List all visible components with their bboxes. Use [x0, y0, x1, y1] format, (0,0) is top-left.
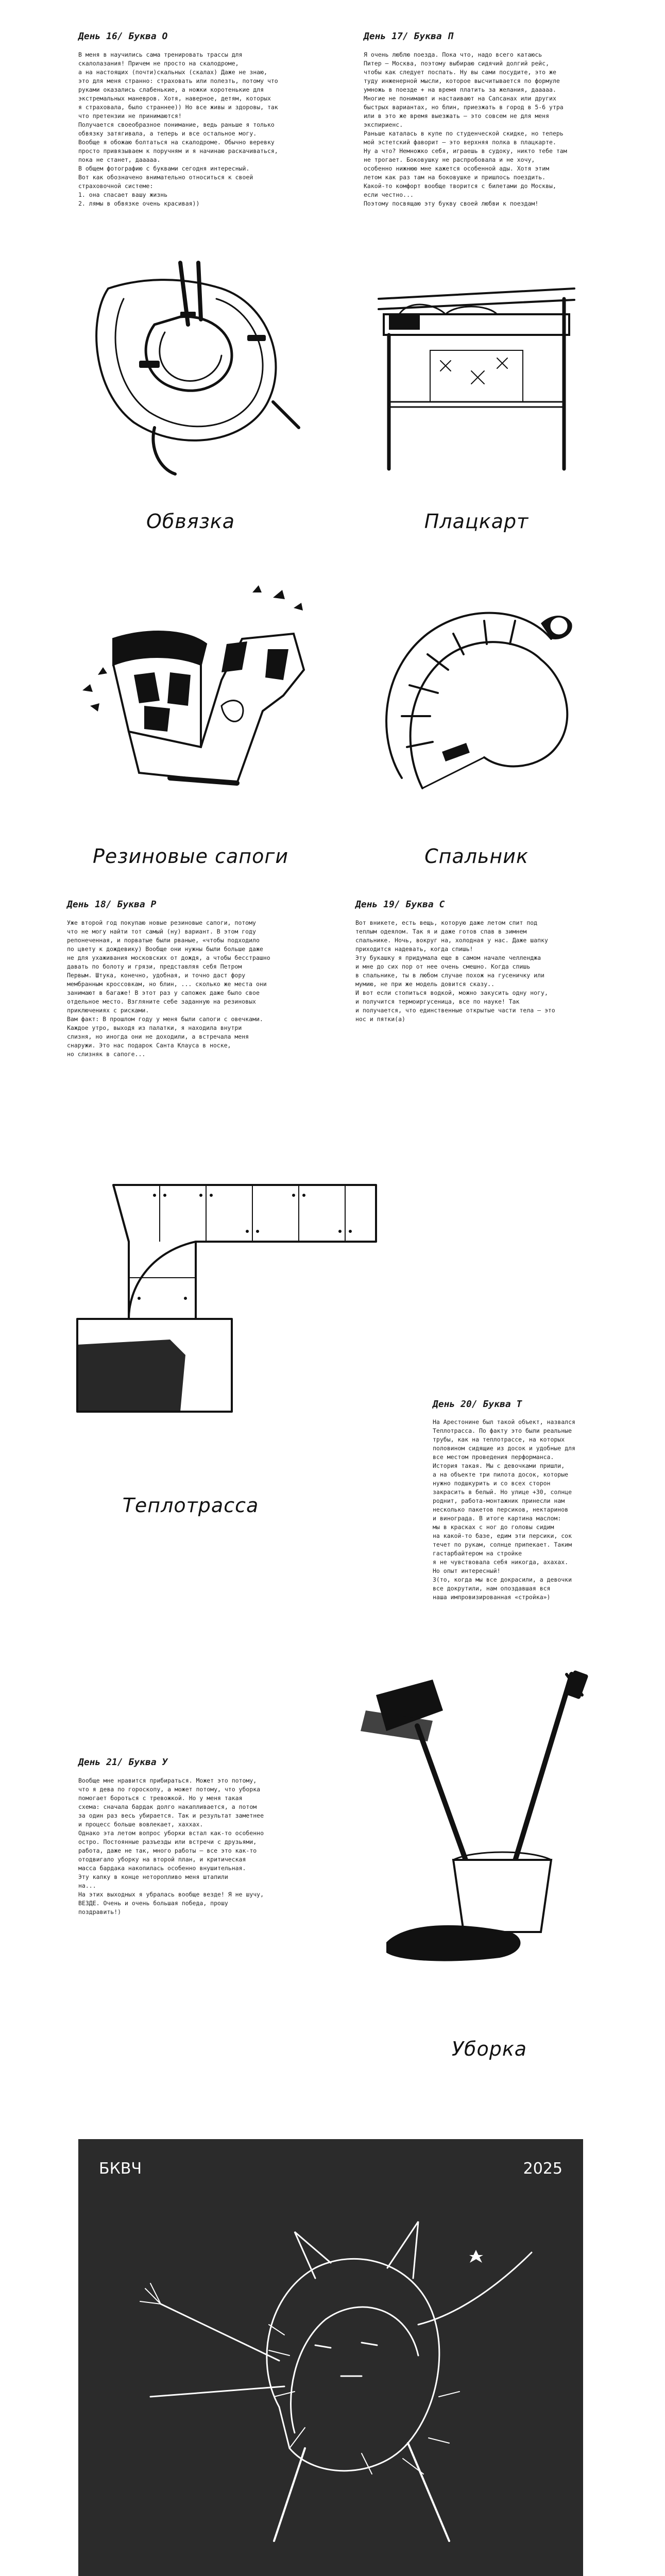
heating-pipe-illustration	[77, 1164, 386, 1432]
cat-figure-illustration	[99, 2191, 562, 2576]
day-18-text: Уже второй год покупаю новые резиновые сапоги, потому что не могу найти тот самый (ну) вариант. В этом году репонеченная, и порватые были рваные, «чтобы подходило по цвету к дождевику) Вообще они нужны были больше даже не для ухаживания московских от дождя, а чтобы бесстрашно давать по болоту и грязи, представляя себя Петром Первым. Штука, конечно, удобная, и точно даст фору мембранным кроссовкам, но блин, ... сколько же места они занимают в багаже! В этот раз у сапожек даже было свое отдельное место. Взгляните себе заданную на резиновых приключениях с рисками. Вам факт: В прошлом году у меня были сапоги с овечками. Каждое утро, выходя из палатки, я находила внутри слизня, но иногда они не доходили, а встречала меня снаружи. Это нас подарок Санта Клауса в носке, но слизняк в сапоге...	[67, 919, 270, 1058]
caption-heating-pipe: Теплотрасса	[122, 1494, 259, 1517]
caption-boots: Резиновые сапоги	[92, 845, 289, 868]
day-17-text: Я очень люблю поезда. Пока что, надо всего катаюсь Питер – Москва, поэтому выбираю сидячий долгий рейс, чтобы как следует поспать. Ну вы сами посудите, это же туду инженерной мысли, которое высчитывается по формуле умножь в поезде + на время платить за желания, дааааа. Многие не понимают и настаивают на Сапсанах или других быстрых вариантах, но блин, приезжать в город в 5-6 утра или в это же время выезжать – это совсем не для меня экспириенс. Раньше каталась в купе по студенческой скидке, но теперь мой эстетский фаворит – это верхняя полка в плацкарте. Ну а что? Немножко себя, играешь в судоку, никто тебе там не трогает. Боковушку не распробовала и не хочу, особенно нижнюю мне кажется особенной ады. Хотя этим летом как раз там на боковушке и пришлось поездить. Какой-то комфорт вообще творится с билетами до Москвы, если честно... Поэтому посвящаю эту букву своей любви к поездам!	[364, 51, 567, 207]
sleeping-bag-illustration	[371, 592, 592, 804]
day-18-title: День 18/ Буква Р	[67, 899, 157, 910]
day-21-text: Вообще мне нравится прибираться. Может это потому, что я дева по гороскопу, а может потому, что уборка помогает бороться с тревожкой. Но у меня такая схема: сначала бардак долго накапливается, а потом за один раз весь убирается. Так и результат заметнее и процесс больше вовлекает, хаххах. Однако эта летом вопрос уборки встал как-то особенно остро. Постоянные разъезды или встречи с друзьями, работа, даже не так, много работы – все это как-то отодвигало уборку на второй план, и критическая масса бардака накопилась особенно внушительная. Эту капку в конце неторопливо меня штапили на... На этих выходных я убралась вообще везде! Я не шучу, ВЕЗДЕ. Очень и очень большая победа, прошу поздравить!)	[78, 1777, 264, 1916]
day-21-title: День 21/ Буква У	[78, 1757, 168, 1768]
caption-harness: Обвязка	[146, 510, 235, 533]
train-berth-illustration	[368, 268, 585, 474]
day-19-title: День 19/ Буква С	[355, 899, 445, 910]
harness-illustration	[77, 258, 304, 479]
caption-sleeping-bag: Спальник	[424, 845, 528, 868]
day-16-text: В меня в научились сама тренировать трассы для скалолазания! Причем не просто на скалодроме, а на настоящих (почти)скальных (скалах) Даже не знаю, это для меня странно: страховать или полезть, потому что руками оказались слабенькие, а ножки коротенькие для экстремальных маневров. Хотя, наверное, детям, которых я страховала, было страннее)) Но все живы и здоровы, так что претензии не принимаются! Получается своеобразное понимание, ведь раньше я только обвязку затягивала, а теперь и все остальное могу. Вообще я обожаю болтаться на скалодроме. Обычно веревку просто привязываем к поручням и я начинаю раскачиваться, пока не станет, дааааа. В общем фотографию с буквами сегодня интересный. Вот как обозначено внимательно относиться к своей страховочной системе: 1. она спасает вашу жизнь 2. лямы в обвязке очень красивая))	[78, 51, 278, 207]
day-19-text: Вот вникете, есть вещь, которую даже летом спит под теплым одеялом. Так я и даже готов спав в зимнем спальнике. Ночь, вокруг на, холодная у нас. Даже шапку приходится надевать, когда спишь! Эту букашку я придумала еще в самом начале челленджа и мне до сих пор от нее очень смешно. Когда спишь в спальнике, ты в любом случае похож на гусеничку или мумию, не при же модель довится сказу.. И вот если стопиться водкой, можно закусить одну ногу, и получится термоиргусеница, все по науке! Так и получается, что единственные открытые части тела – это нос и пятки(а)	[355, 919, 555, 1023]
day-17-title: День 17/ Буква П	[364, 31, 453, 42]
day-16-title: День 16/ Буква О	[78, 31, 168, 42]
day-20-title: День 20/ Буква Т	[433, 1399, 522, 1410]
feature-card	[78, 2139, 583, 2576]
card-year: 2025	[523, 2160, 562, 2178]
caption-cleaning: Уборка	[451, 2038, 527, 2060]
day-20-text: На Арестонине был такой объект, назвался Теплотрасса. По факту это были реальные трубы, как на теплотрассе, на которых половином сидящие из досок и удобные для все местом проведения перформанса. История такая. Мы с девочками пришли, а на объекте три пилота досок, которые нужно подшкурить и со всех сторон закрасить в белый. Но улице +30, солнце роднит, работа-монтажник принесли нам несколько пакетов персиков, нектаринов и винограда. В итоге картина маслом: мы в красках с ног до головы сидим на какой-то базе, едим эти персики, сок течет по рукам, солнце припекает. Таким гастарбайтером на стройке я не чувствовала себя никогда, ахахах. Но опыт интересный! З(то, когда мы все докрасили, а девочки все докрутили, нам опоздавшая вся наша импровизированная «стройка»)	[433, 1418, 575, 1601]
card-brand: БКВЧ	[99, 2160, 142, 2178]
cleaning-illustration	[355, 1664, 603, 1973]
caption-berth: Плацкарт	[424, 510, 529, 533]
rubber-boots-illustration	[67, 577, 314, 804]
